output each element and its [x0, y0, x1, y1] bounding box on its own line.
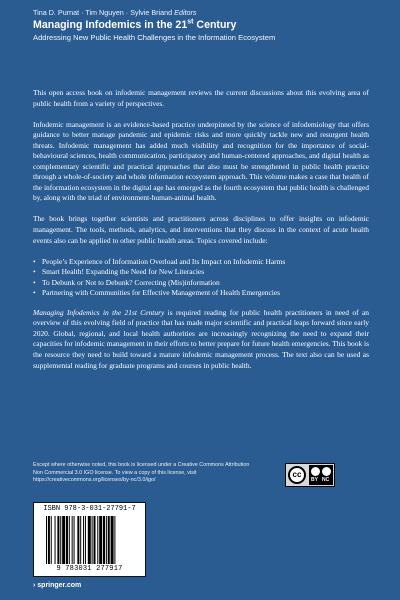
inline-book-title: Managing Infodemics in the 21st Century [33, 307, 165, 317]
cover-header [33, 8, 383, 43]
blurb-paragraph-2: Infodemic management is an evidence-based practice underpinned by the science of infodemiology that offers guidance to better manage pandemic and epidemic risks and more quickly tackle new and resurgent health threats. Infodemic management has added much visibility and recognition for the importance of social-behavioural sciences, health communication, participatory and human-centered approaches, and digital health as complementary scientific and practical approaches that also must be strengthened in public health practice through a whole-of-society and whole information ecosystem approach. This volume makes a case that health of the information ecosystem in the digital age has emerged as the fourth ecosystem that public health is challenged by, along with the triad of environment-human-animal health. [33, 119, 369, 203]
barcode-bar [97, 516, 98, 564]
barcode-icon [46, 516, 139, 564]
blurb-paragraph-4-text: is required reading for public health practitioners in need of an overview of this evolving field of practice that has made major scientific and practical leaps forward since early 2020. Global, regional, and local health authorities are increasingly recognizing the need to expand their capacities for infodemic management in their efforts to better prepare for future health emergencies. This book is the resource they need to build toward a mature infodemic management process. The text also can be used as supplemental reading for graduate programs and courses in public health. [33, 307, 370, 370]
barcode-bar [66, 516, 68, 564]
barcode-bar [83, 516, 84, 564]
blurb-paragraph-1: This open access book on infodemic management reviews the current discussions about this evolving area of public health from a variety of perspectives. [33, 88, 369, 108]
barcode-bar [103, 516, 105, 564]
license-notice: Except where otherwise noted, this book is licensed under a Creative Commons Attribution Non Commercial 3.0 IGO license. To view a copy of this license, visit https://creativecommons.org/licenses/by-nc/3.0/igo/ [33, 462, 250, 484]
isbn-barcode [33, 502, 146, 577]
barcode-bar [92, 516, 93, 564]
barcode-bar [80, 516, 81, 564]
blurb-paragraph-4 [33, 308, 369, 371]
topic-item: • To Debunk or Not to Debunk? Correcting (Mis)information [42, 278, 369, 289]
barcode-bar [108, 516, 110, 564]
editors-suffix: Editors [174, 8, 197, 17]
barcode-bar [48, 516, 50, 564]
cc-license-badge [285, 463, 335, 487]
barcode-bar [55, 516, 56, 564]
book-title-sup: st [187, 18, 194, 26]
topic-item: • Smart Health! Expanding the Need for New Literacies [42, 267, 369, 278]
topic-item: • People’s Experience of Information Overload and Its Impact on Infodemic Harms [42, 257, 369, 268]
blurb-paragraph-3: The book brings together scientists and practitioners across disciplines to offer insights on infodemic management. The tools, methods, analytics, and interventions that they discuss in the context of acute health events also can be applied to other public health areas. Topics covered include: [33, 214, 369, 245]
book-subtitle: Addressing New Public Health Challenges in the Information Ecosystem [33, 33, 276, 42]
publisher-link[interactable]: › springer.com [33, 582, 82, 589]
barcode-bar [60, 516, 61, 564]
nc-label: NC [322, 477, 330, 483]
topics-list [33, 257, 369, 299]
barcode-bar [106, 516, 107, 564]
barcode-bar [57, 516, 59, 564]
editors-line [33, 8, 383, 18]
book-title-end: Century [193, 19, 237, 31]
topic-item: • Partnering with Communities for Effective Management of Health Emergencies [42, 288, 369, 299]
barcode-bar [74, 516, 75, 564]
cc-logo-icon: cc [288, 466, 306, 484]
barcode-bar [111, 516, 114, 564]
barcode-bar [94, 516, 96, 564]
editor-names: Tina D. Purnat · Tim Nguyen · Sylvie Briand [33, 8, 173, 17]
noncommercial-icon [322, 467, 331, 476]
barcode-bar [72, 516, 73, 564]
barcode-bar [85, 516, 86, 564]
barcode-bar [77, 516, 79, 564]
book-title [33, 19, 383, 32]
cc-conditions [309, 465, 333, 485]
barcode-bar [88, 516, 91, 564]
barcode-bar [62, 516, 65, 564]
attribution-icon [311, 467, 320, 476]
barcode-bar [99, 516, 102, 564]
blurb-body [33, 88, 369, 382]
barcode-digits: 9 783031 277917 [56, 565, 123, 573]
isbn-label: ISBN 978-3-031-27791-7 [43, 505, 136, 513]
barcode-bar [46, 516, 47, 564]
barcode-bar [51, 516, 52, 564]
book-title-main: Managing Infodemics in the 21 [33, 19, 188, 31]
by-label: BY [311, 477, 318, 483]
barcode-bar [69, 516, 70, 564]
barcode-bar [114, 516, 115, 564]
